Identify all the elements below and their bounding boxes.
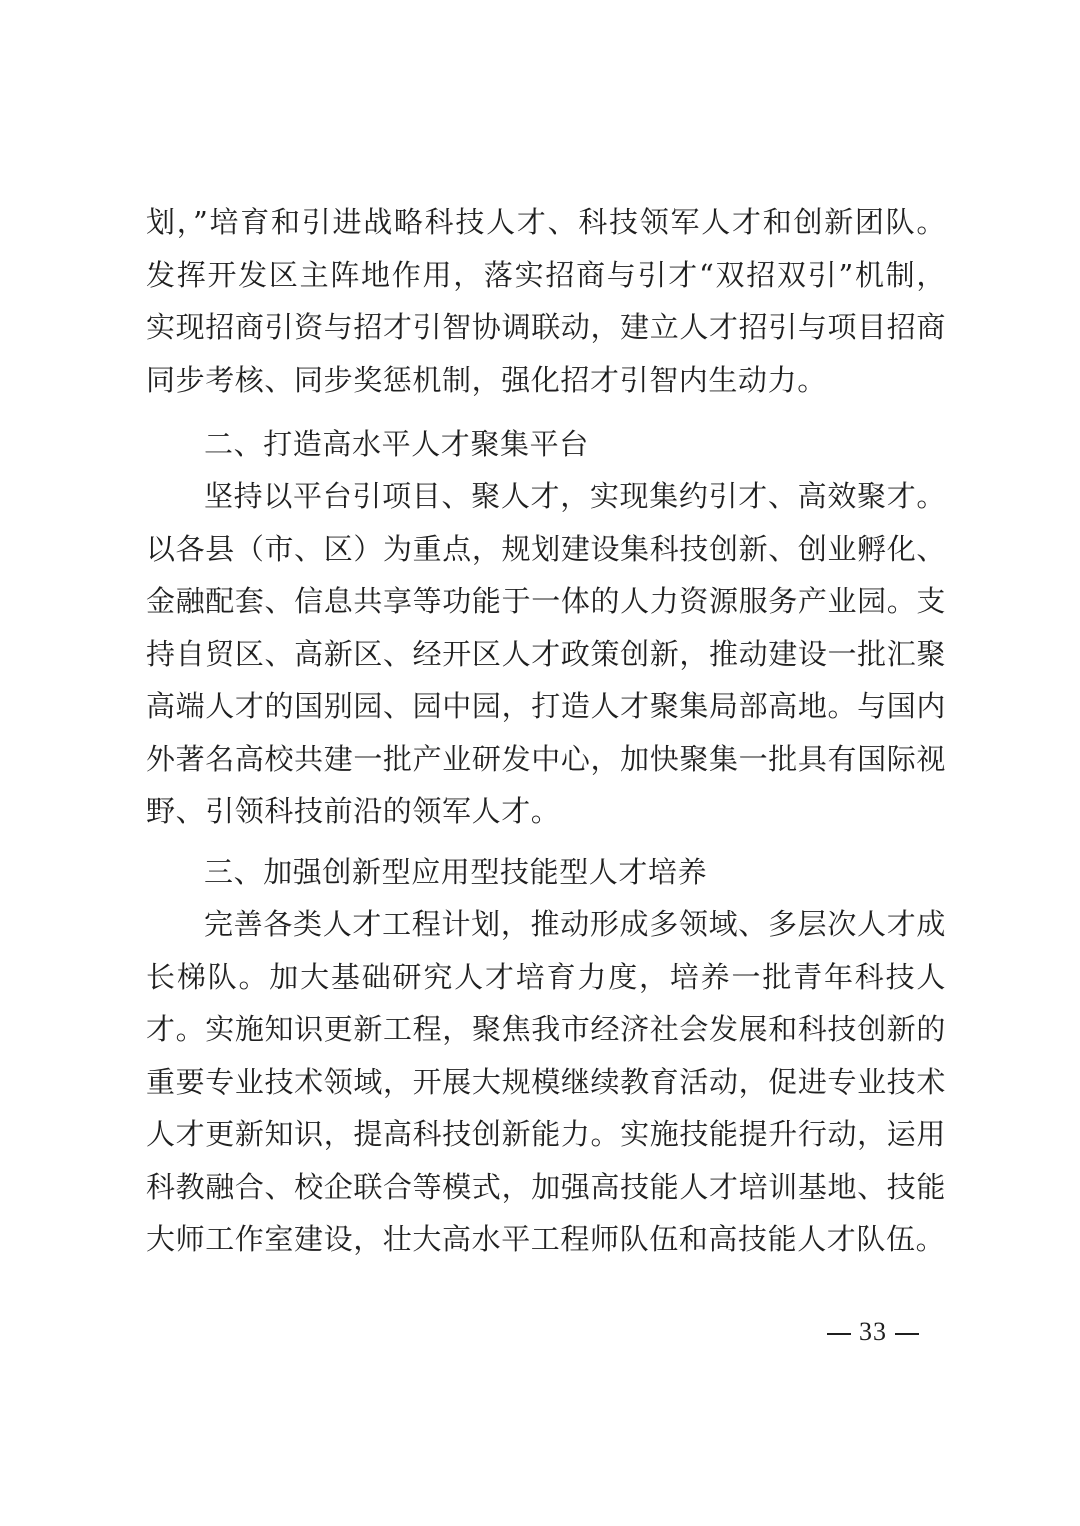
dash-right: [895, 1333, 919, 1335]
section-2-heading: 二、打造高水平人才聚集平台: [204, 427, 589, 461]
page-number: 33: [859, 1317, 887, 1346]
section-3-heading: 三、加强创新型应用型技能型人才培养: [204, 855, 708, 889]
page-footer: [818, 1312, 928, 1352]
intro-paragraph: 划，”培育和引进战略科技人才、科技领军人才和创新团队。发挥开发区主阵地作用，落实招商与引才“双招双引”机制，实现招商引资与招才引智协调联动，建立人才招引与项目招商同步考核、同步奖惩机制，强化招才引智内生动力。: [146, 205, 946, 397]
dash-left: [827, 1333, 851, 1335]
section-3-body: 完善各类人才工程计划，推动形成多领域、多层次人才成长梯队。加大基础研究人才培育力度，培养一批青年科技人才。实施知识更新工程，聚焦我市经济社会发展和科技创新的重要专业技术领域，开展大规模继续教育活动，促进专业技术人才更新知识，提高科技创新能力。实施技能提升行动，运用科教融合、校企联合等模式，加强高技能人才培训基地、技能大师工作室建设，壮大高水平工程师队伍和高技能人才队伍。: [146, 907, 946, 1256]
section-2-body: 坚持以平台引项目、聚人才，实现集约引才、高效聚才。以各县（市、区）为重点，规划建设集科技创新、创业孵化、金融配套、信息共享等功能于一体的人力资源服务产业园。支持自贸区、高新区、经开区人才政策创新，推动建设一批汇聚高端人才的国别园、园中园，打造人才聚集局部高地。与国内外著名高校共建一批产业研发中心，加快聚集一批具有国际视野、引领科技前沿的领军人才。: [146, 479, 946, 828]
